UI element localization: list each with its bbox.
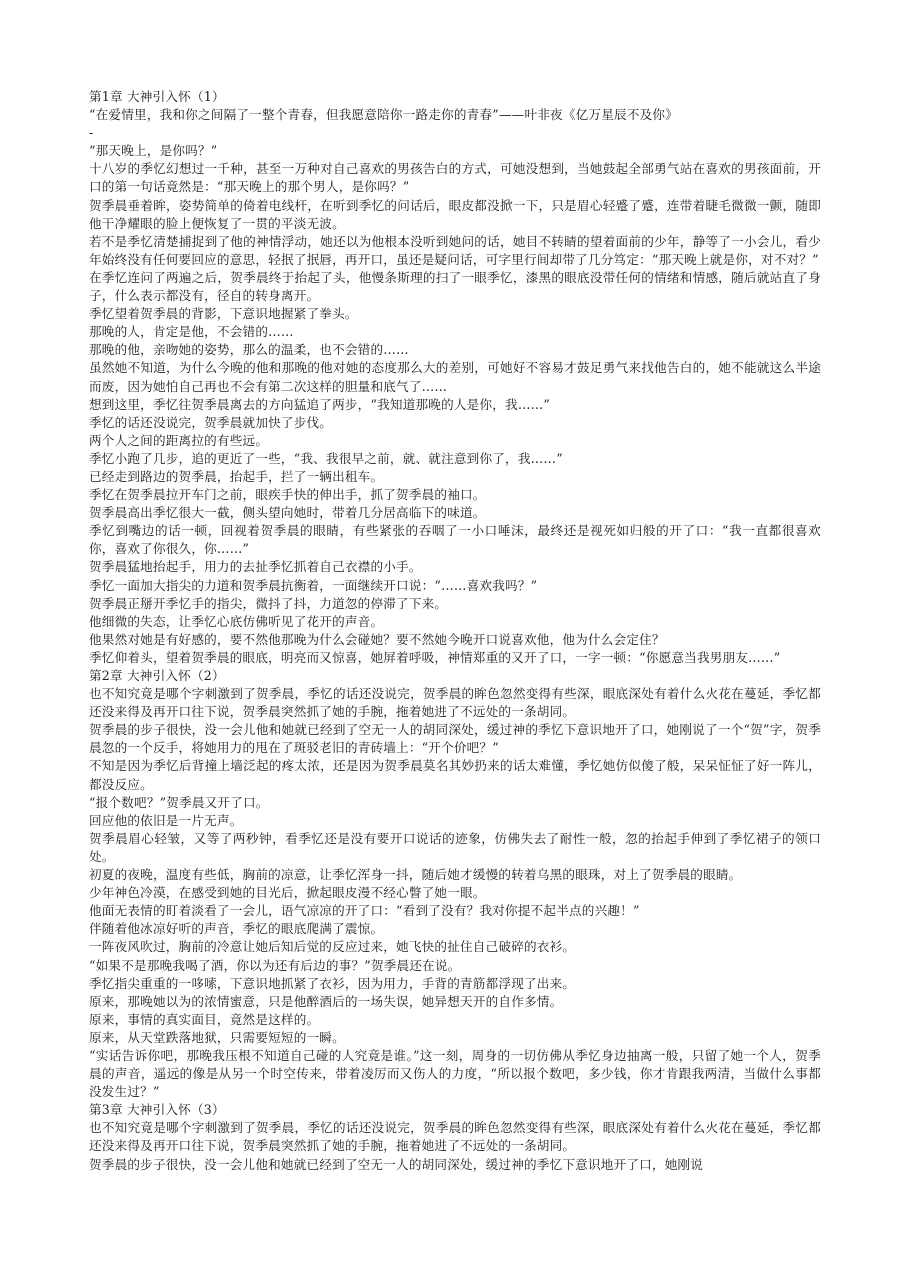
paragraph: “报个数吧？”贺季晨又开了口。: [89, 794, 269, 810]
paragraph: 一阵夜风吹过，胸前的冷意让她后知后觉的反应过来，她飞快的扯住自己破碎的衣衫。: [89, 939, 576, 955]
paragraph: -: [89, 125, 94, 141]
paragraph: “那天晚上，是你吗？”: [89, 143, 218, 159]
paragraph: 也不知究竟是哪个字刺激到了贺季晨，季忆的话还没说完，贺季晨的眸色忽然变得有些深，眼底深处有着什么火花在蔓延，季忆都还没来得及再开口往下说，贺季晨突然抓了她的手腕，拖着她进了不远处的一条胡同。: [89, 1120, 821, 1154]
paragraph: 季忆望着贺季晨的背影，下意识地握紧了拳头。: [89, 306, 358, 322]
paragraph: 他面无表情的盯着淡看了一会儿，语气凉凉的开了口：“看到了没有？我对你提不起半点的兴趣！”: [89, 903, 640, 919]
paragraph: 原来，那晚她以为的浓情蜜意，只是他醉酒后的一场失误，她异想天开的自作多情。: [89, 993, 563, 1009]
paragraph: 季忆仰着头，望着贺季晨的眼底，明亮而又惊喜，她屏着呼吸，神情郑重的又开了口，一字一顿：“你愿意当我男朋友……”: [89, 649, 781, 665]
paragraph: 伴随着他冰凉好听的声音，季忆的眼底爬满了震惊。: [89, 921, 384, 937]
paragraph: 那晚的人，肯定是他，不会错的……: [89, 324, 294, 340]
paragraph: 季忆一面加大指尖的力道和贺季晨抗衡着，一面继续开口说：“……喜欢我吗？”: [89, 577, 538, 593]
paragraph: “如果不是那晚我喝了酒，你以为还有后边的事？”贺季晨还在说。: [89, 957, 461, 973]
paragraph: 贺季晨眉心轻皱，又等了两秒钟，看季忆还是没有要开口说话的迹象，仿佛失去了耐性一般，忽的抬起手伸到了季忆裙子的领口处。: [89, 830, 821, 864]
paragraph: 他细微的失态，让季忆心底仿佛听见了花开的声音。: [89, 613, 384, 629]
paragraph: 季忆的话还没说完，贺季晨就加快了步伐。: [89, 414, 333, 430]
paragraph: 少年神色冷漠，在感受到她的目光后，掀起眼皮漫不经心瞥了她一眼。: [89, 885, 486, 901]
paragraph: 贺季晨的步子很快，没一会儿他和她就已经到了空无一人的胡同深处，缓过神的季忆下意识地开了口，她刚说: [89, 1156, 704, 1172]
paragraph: 贺季晨正掰开季忆手的指尖，微抖了抖，力道忽的停滞了下来。: [89, 595, 448, 611]
paragraph: 贺季晨的步子很快，没一会儿他和她就已经到了空无一人的胡同深处，缓过神的季忆下意识地开了口，她刚说了一个“贺”字，贺季晨忽的一个反手，将她用力的甩在了斑驳老旧的青砖墙上：“开个价吧？”: [89, 722, 821, 756]
paragraph: 回应他的依旧是一片无声。: [89, 812, 243, 828]
paragraph: 贺季晨猛地抬起手，用力的去扯季忆抓着自己衣襟的小手。: [89, 559, 422, 575]
paragraph: 第3章 大神引入怀（3）: [89, 1102, 225, 1118]
paragraph: 季忆小跑了几步，追的更近了一些，“我、我很早之前，就、就注意到你了，我……”: [89, 450, 563, 466]
paragraph: 已经走到路边的贺季晨，抬起手，拦了一辆出租车。: [89, 468, 384, 484]
paragraph: 想到这里，季忆往贺季晨离去的方向猛追了两步，“我知道那晚的人是你，我……”: [89, 396, 551, 412]
paragraph: 贺季晨高出季忆很大一截，侧头望向她时，带着几分居高临下的味道。: [89, 505, 486, 521]
document-body: [89, 88, 821, 1174]
paragraph: 在季忆连问了两遍之后，贺季晨终于抬起了头，他慢条斯理的扫了一眼季忆，漆黑的眼底没带任何的情绪和情感，随后就站直了身子，什么表示都没有，径自的转身离开。: [89, 269, 821, 304]
paragraph: 他果然对她是有好感的，要不然他那晚为什么会碰她？要不然她今晚开口说喜欢他，他为什么会定住？: [89, 631, 665, 647]
paragraph: 原来，事情的真实面目，竟然是这样的。: [89, 1011, 320, 1027]
paragraph: 两个人之间的距离拉的有些远。: [89, 432, 269, 448]
paragraph: 十八岁的季忆幻想过一千种，甚至一万种对自己喜欢的男孩告白的方式，可她没想到，当她鼓起全部勇气站在喜欢的男孩面前，开口的第一句话竟然是：“那天晚上的那个男人，是你吗？”: [89, 161, 821, 195]
paragraph: 不知是因为季忆后背撞上墙泛起的疼太浓，还是因为贺季晨莫名其妙扔来的话太难懂，季忆她仿似傻了般，呆呆怔怔了好一阵儿，都没反应。: [89, 758, 821, 792]
paragraph: 初夏的夜晚，温度有些低，胸前的凉意，让季忆浑身一抖，随后她才缓慢的转着乌黑的眼珠，对上了贺季晨的眼睛。: [89, 867, 742, 883]
paragraph: 那晚的他，亲吻她的姿势，那么的温柔，也不会错的……: [89, 342, 409, 358]
paragraph: 季忆指尖重重的一哆嗦，下意识地抓紧了衣衫，因为用力，手背的青筋都浮现了出来。: [89, 975, 576, 991]
paragraph: 虽然她不知道，为什么今晚的他和那晚的他对她的态度那么大的差别，可她好不容易才鼓足勇气来找他告白的，她不能就这么半途而废，因为她怕自己再也不会有第二次这样的胆量和底气了……: [89, 360, 821, 394]
paragraph: 贺季晨垂着眸，姿势简单的倚着电线杆，在听到季忆的问话后，眼皮都没掀一下，只是眉心轻蹙了蹙，连带着睫毛微微一颤，随即他干净耀眼的脸上便恢复了一贯的平淡无波。: [89, 197, 821, 231]
paragraph: 季忆到嘴边的话一顿，回视着贺季晨的眼睛，有些紧张的吞咽了一小口唾沫，最终还是视死如归般的开了口：“我一直都很喜欢你，喜欢了你很久，你……”: [89, 523, 821, 557]
paragraph: 季忆在贺季晨拉开车门之前，眼疾手快的伸出手，抓了贺季晨的袖口。: [89, 487, 486, 503]
paragraph: 第2章 大神引入怀（2）: [89, 668, 225, 683]
paragraph: “实话告诉你吧，那晚我压根不知道自己碰的人究竟是谁。”这一刻，周身的一切仿佛从季忆身边抽离一般，只留了她一个人，贺季晨的声音，遥远的像是从另一个时空传来，带着凌厉而又伤人的力度，“所以报个数吧，多少钱，你才肯跟我两清，当做什么事都没发生过？”: [89, 1047, 821, 1100]
paragraph: 若不是季忆清楚捕捉到了他的神情浮动，她还以为他根本没听到她问的话，她目不转睛的望着面前的少年，静等了一小会儿，看少年始终没有任何要回应的意思，轻抿了抿唇，再开口，虽还是疑问话，可字里行间却带了几分笃定：“那天晚上就是你，对不对？”: [89, 233, 821, 267]
paragraph: “在爱情里，我和你之间隔了一整个青春，但我愿意陪你一路走你的青春”——叶非夜《亿万星辰不及你》: [89, 107, 678, 123]
paragraph: 也不知究竟是哪个字刺激到了贺季晨，季忆的话还没说完，贺季晨的眸色忽然变得有些深，眼底深处有着什么火花在蔓延，季忆都还没来得及再开口往下说，贺季晨突然抓了她的手腕，拖着她进了不远处的一条胡同。: [89, 686, 821, 720]
paragraph: 第1章 大神引入怀（1）: [89, 89, 225, 104]
paragraph: 原来，从天堂跌落地狱，只需要短短的一瞬。: [89, 1029, 345, 1045]
